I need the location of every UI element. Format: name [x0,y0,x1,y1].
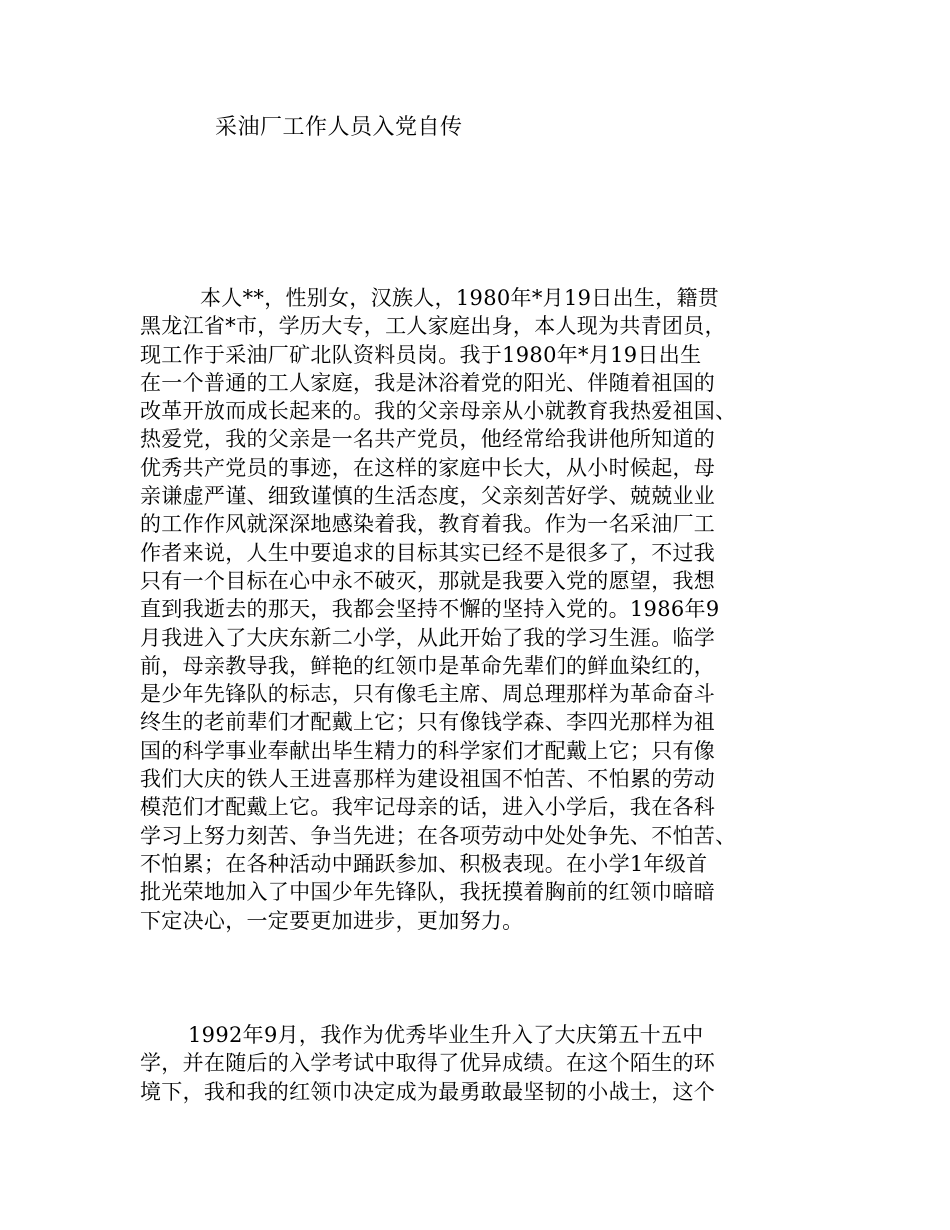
text-line: 本人**，性别女，汉族人，1980年*月19日出生，籍贯 [200,286,720,310]
text-line: 境下，我和我的红领巾决定成为最勇敢最坚韧的小战士，这个 [140,1079,716,1104]
paragraph-2 [140,1021,840,1106]
text-line: 批光荣地加入了中国少年先锋队，我抚摸着胸前的红领巾暗暗 [140,880,716,905]
text-line: 我们大庆的铁人王进喜那样为建设祖国不怕苦、不怕累的劳动 [140,767,716,792]
text-line: 月我进入了大庆东新二小学，从此开始了我的学习生涯。临学 [140,625,716,650]
text-line: 终生的老前辈们才配戴上它；只有像钱学森、李四光那样为祖 [140,710,716,735]
text-line: 热爱党，我的父亲是一名共产党员，他经常给我讲他所知道的 [140,427,716,452]
document-title: 采油厂工作人员入党自传 [215,115,463,140]
text-line: 前，母亲教导我，鲜艳的红领巾是革命先辈们的鲜血染红的， [140,653,716,678]
text-line: 改革开放而成长起来的。我的父亲母亲从小就教育我热爱祖国、 [140,399,737,424]
text-line: 亲谦虚严谨、细致谨慎的生活态度，父亲刻苦好学、兢兢业业 [140,484,716,509]
text-line: 模范们才配戴上它。我牢记母亲的话，进入小学后，我在各科 [140,795,716,820]
text-line: 直到我逝去的那天，我都会坚持不懈的坚持入党的。1986年9 [140,597,720,622]
paragraph-1 [140,284,840,935]
text-line: 不怕累；在各种活动中踊跃参加、积极表现。在小学1年级首 [140,851,708,876]
text-line: 国的科学事业奉献出毕生精力的科学家们才配戴上它；只有像 [140,738,716,763]
text-line: 下定决心，一定要更加进步，更加努力。 [140,908,524,933]
text-line: 黑龙江省*市，学历大专，工人家庭出身，本人现为共青团员， [140,314,726,339]
text-line: 的工作作风就深深地感染着我，教育着我。作为一名采油厂工 [140,512,716,537]
text-line: 是少年先锋队的标志，只有像毛主席、周总理那样为革命奋斗 [140,682,716,707]
text-line: 现工作于采油厂矿北队资料员岗。我于1980年*月19日出生 [140,342,702,367]
text-line: 在一个普通的工人家庭，我是沐浴着党的阳光、伴随着祖国的 [140,370,716,395]
text-line: 1992年9月，我作为优秀毕业生升入了大庆第五十五中 [188,1023,704,1047]
text-line: 学习上努力刻苦、争当先进；在各项劳动中处处争先、不怕苦、 [140,823,737,848]
text-line: 只有一个目标在心中永不破灭，那就是我要入党的愿望，我想 [140,568,716,593]
text-line: 作者来说，人生中要追求的目标其实已经不是很多了，不过我 [140,540,716,565]
text-line: 学，并在随后的入学考试中取得了优异成绩。在这个陌生的环 [140,1051,716,1076]
text-line: 优秀共产党员的事迹，在这样的家庭中长大，从小时候起，母 [140,455,716,480]
